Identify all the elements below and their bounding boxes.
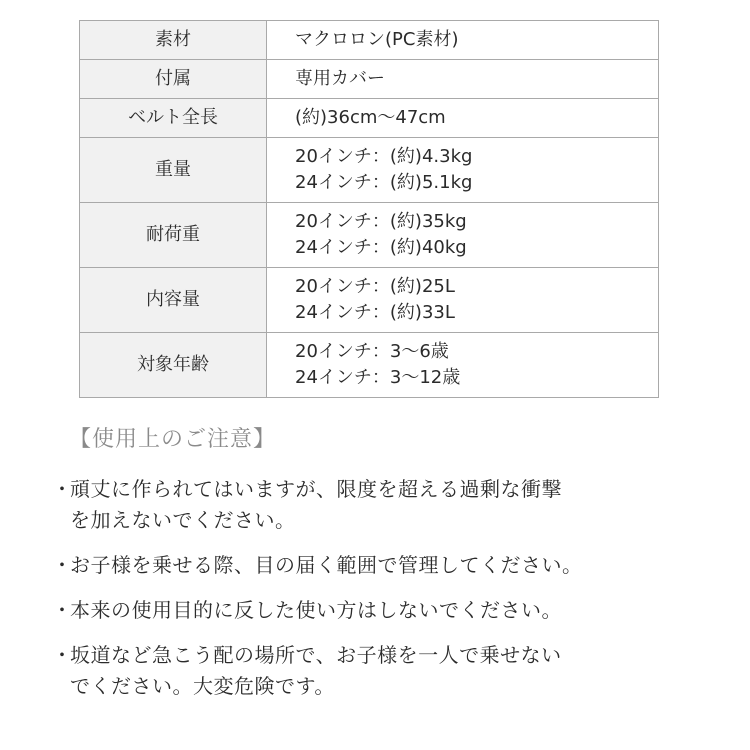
spec-table: [79, 20, 659, 398]
spec-label: 重量: [80, 138, 267, 203]
notes-list-item: [52, 550, 712, 581]
notes-item-line: でください。大変危険です。: [70, 674, 335, 698]
spec-value-line: 20インチ：(約)4.3kg: [295, 146, 473, 167]
spec-value: [267, 203, 659, 268]
spec-value-line: 24インチ：(約)5.1kg: [295, 172, 473, 193]
spec-value-line: (約)36cm〜47cm: [295, 107, 446, 128]
notes-item-line: を加えないでください。: [70, 508, 296, 532]
bullet-icon: ・: [52, 477, 73, 501]
bullet-icon: ・: [52, 598, 73, 622]
notes-list: [52, 474, 712, 716]
spec-label: ベルト全長: [80, 99, 267, 138]
notes-item-line: 坂道など急こう配の場所で、お子様を一人で乗せない: [70, 643, 562, 667]
bullet-icon: ・: [52, 553, 73, 577]
spec-value: [267, 333, 659, 398]
spec-value-line: 24インチ：(約)33L: [295, 302, 455, 323]
spec-value-line: 24インチ：(約)40kg: [295, 237, 467, 258]
spec-row-belt-length: [80, 99, 659, 138]
spec-value: [267, 138, 659, 203]
spec-value-line: 20インチ：3〜6歳: [295, 341, 449, 362]
spec-row-accessory: [80, 60, 659, 99]
notes-heading: 【使用上のご注意】: [69, 427, 277, 452]
spec-label: 素材: [80, 21, 267, 60]
spec-value-line: 専用カバー: [295, 68, 385, 89]
spec-value-line: マクロロン(PC素材): [295, 29, 459, 50]
spec-label: 耐荷重: [80, 203, 267, 268]
notes-item-line: 本来の使用目的に反した使い方はしないでください。: [70, 598, 562, 622]
notes-list-item: [52, 474, 712, 536]
bullet-icon: ・: [52, 643, 73, 667]
spec-row-material: [80, 21, 659, 60]
spec-value-line: 24インチ：3〜12歳: [295, 367, 461, 388]
spec-value: [267, 268, 659, 333]
spec-value-line: 20インチ：(約)35kg: [295, 211, 467, 232]
notes-item-line: 頑丈に作られてはいますが、限度を超える過剰な衝撃: [70, 477, 562, 501]
spec-value: [267, 60, 659, 99]
spec-value: [267, 21, 659, 60]
spec-row-capacity: [80, 268, 659, 333]
spec-label: 内容量: [80, 268, 267, 333]
spec-row-target-age: [80, 333, 659, 398]
spec-value: [267, 99, 659, 138]
notes-item-line: お子様を乗せる際、目の届く範囲で管理してください。: [70, 553, 583, 577]
spec-row-load-capacity: [80, 203, 659, 268]
spec-label: 対象年齢: [80, 333, 267, 398]
spec-value-line: 20インチ：(約)25L: [295, 276, 455, 297]
spec-row-weight: [80, 138, 659, 203]
notes-list-item: [52, 595, 712, 626]
notes-list-item: [52, 640, 712, 702]
spec-label: 付属: [80, 60, 267, 99]
